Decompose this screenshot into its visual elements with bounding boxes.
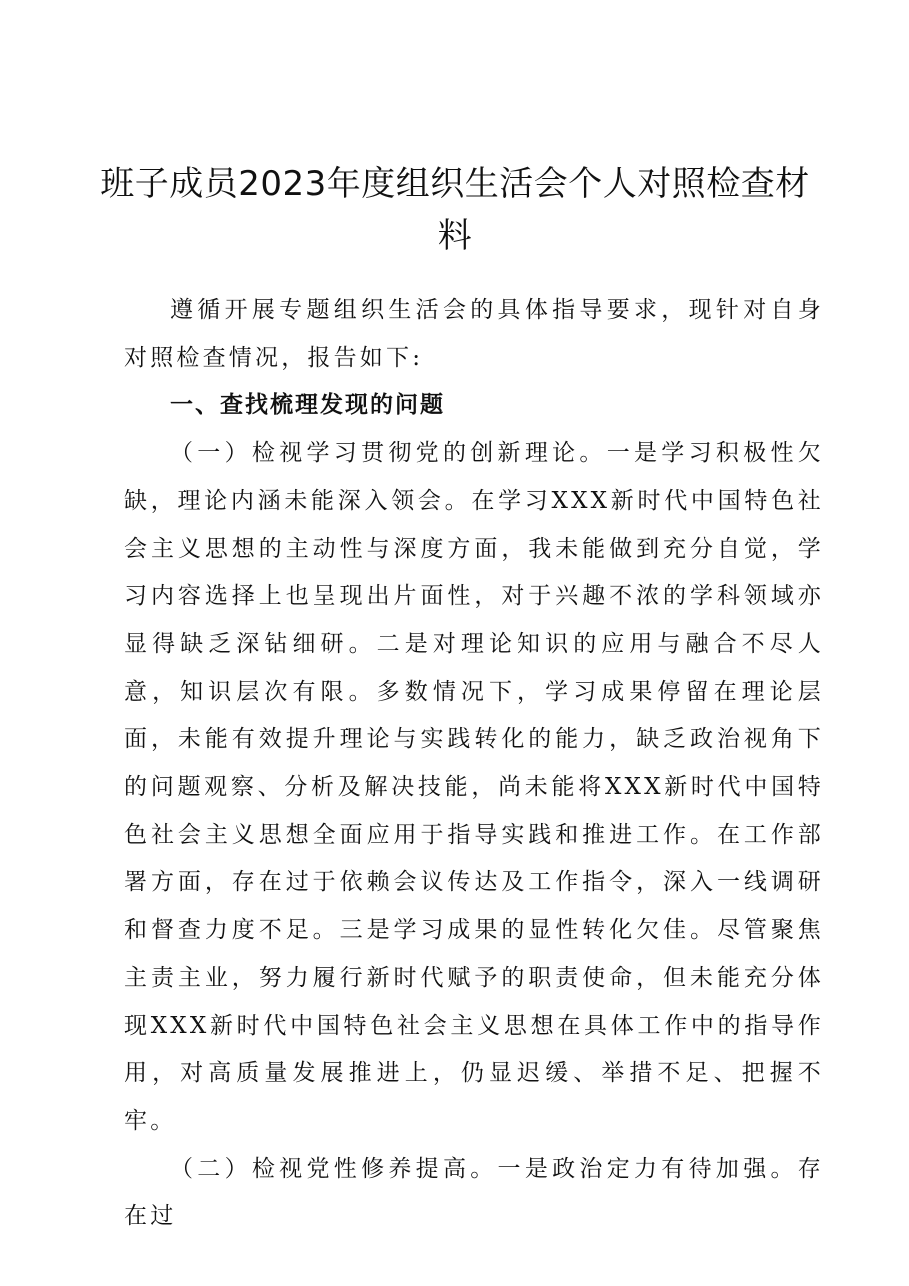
body-paragraph: （一）检视学习贯彻党的创新理论。一是学习积极性欠缺，理论内涵未能深入领会。在学习XXX新时代中国特色社会主义思想的主动性与深度方面，我未能做到充分自觉，学习内容选择上也呈现出片面性，对于兴趣不浓的学科领域亦显得缺乏深钻细研。二是对理论知识的应用与融合不尽人意，知识层次有限。多数情况下，学习成果停留在理论层面，未能有效提升理论与实践转化的能力，缺乏政治视角下的问题观察、分析及解决技能，尚未能将XXX新时代中国特色社会主义思想全面应用于指导实践和推进工作。在工作部署方面，存在过于依赖会议传达及工作指令，深入一线调研和督查力度不足。三是学习成果的显性转化欠佳。尽管聚焦主责主业，努力履行新时代赋予的职责使命，但未能充分体现XXX新时代中国特色社会主义思想在具体工作中的指导作用，对高质量发展推进上，仍显迟缓、举措不足、把握不牢。 [124, 440, 824, 1134]
body-paragraph: （二）检视党性修养提高。一是政治定力有待加强。存在过 [124, 1155, 824, 1230]
document-body [124, 287, 824, 1241]
document-title: 班子成员2023年度组织生活会个人对照检查材料 [100, 164, 810, 256]
intro-paragraph: 遵循开展专题组织生活会的具体指导要求，现针对自身对照检查情况，报告如下: [124, 297, 824, 371]
section-heading: 一、查找梳理发现的问题 [170, 392, 445, 419]
